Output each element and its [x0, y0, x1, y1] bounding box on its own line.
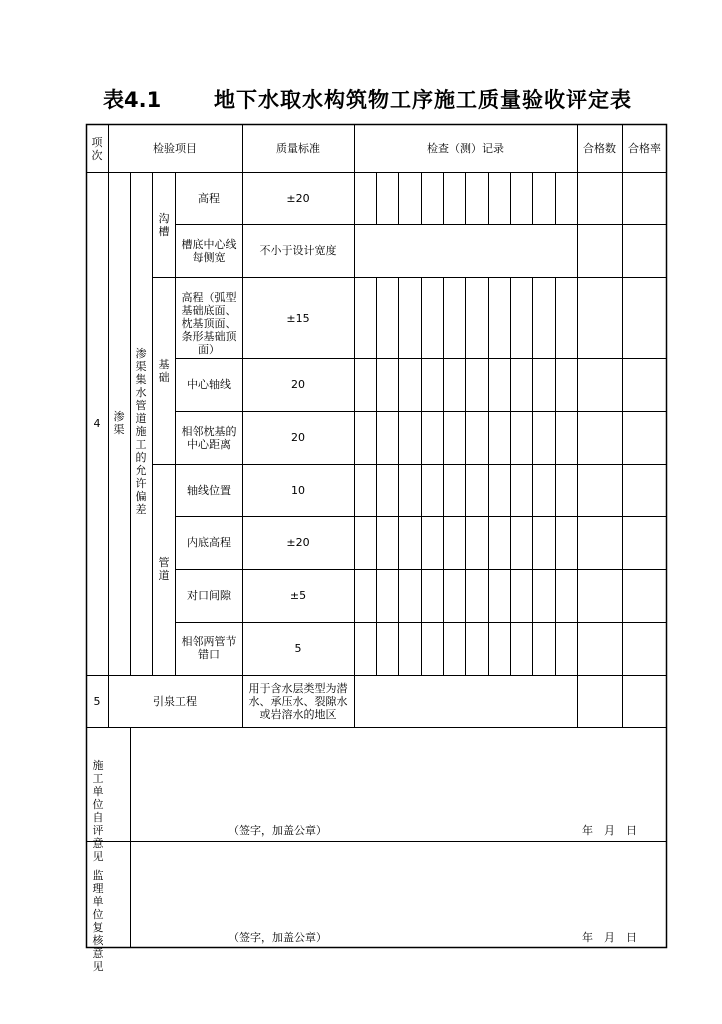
quality-standard-header: 质量标准	[276, 142, 320, 155]
record-header: 检查（测）记录	[427, 142, 504, 155]
pass-count-header: 合格数	[583, 142, 616, 155]
item-no-4: 4	[93, 417, 101, 430]
group-trench: 沟槽	[158, 212, 170, 238]
item-standard: 20	[291, 378, 305, 391]
category-label: 渗渠	[113, 410, 125, 436]
group-pipe: 管道	[158, 556, 170, 582]
item-standard: 不小于设计宽度	[259, 244, 337, 257]
item-name: 高程	[198, 192, 220, 205]
item-name: 相邻枕基的中心距离	[181, 425, 237, 451]
pass-rate-header: 合格率	[628, 142, 661, 155]
construction-sign-note: （签字，加盖公章）	[228, 824, 327, 837]
item-no-header: 项次	[91, 136, 103, 162]
supervision-opinion-label: 监理单位复核意见	[92, 869, 104, 973]
supervision-sign-note: （签字，加盖公章）	[228, 931, 327, 944]
item-standard: 5	[294, 642, 302, 655]
item-standard: 10	[291, 484, 305, 497]
group-foundation: 基础	[158, 358, 170, 384]
item-no-5: 5	[93, 695, 101, 708]
item-name: 中心轴线	[187, 378, 231, 391]
subcategory-label: 渗渠集水管道施工的允许偏差	[135, 347, 147, 516]
item-standard: ±20	[286, 536, 310, 549]
spring-project-standard: 用于含水层类型为潜水、承压水、裂隙水或岩溶水的地区	[248, 682, 348, 721]
item-name: 轴线位置	[187, 484, 231, 497]
item-standard: ±20	[286, 192, 310, 205]
item-standard: ±5	[289, 589, 307, 602]
spring-project-label: 引泉工程	[153, 695, 197, 708]
item-name: 内底高程	[187, 536, 231, 549]
form-title: 地下水取水构筑物工序施工质量验收评定表	[214, 88, 632, 112]
item-standard: ±15	[286, 312, 310, 325]
item-name: 对口间隙	[187, 589, 231, 602]
item-name: 相邻两管节错口	[181, 635, 237, 661]
construction-opinion-label: 施工单位自评意见	[92, 759, 104, 863]
inspection-item-header: 检验项目	[153, 142, 197, 155]
item-name: 高程（弧型基础底面、枕基顶面、条形基础顶面）	[181, 291, 237, 356]
item-name: 槽底中心线每侧宽	[181, 238, 237, 264]
supervision-date: 年 月 日	[582, 931, 637, 944]
item-standard: 20	[291, 431, 305, 444]
table-number: 表4.1	[103, 88, 162, 112]
construction-date: 年 月 日	[582, 824, 637, 837]
